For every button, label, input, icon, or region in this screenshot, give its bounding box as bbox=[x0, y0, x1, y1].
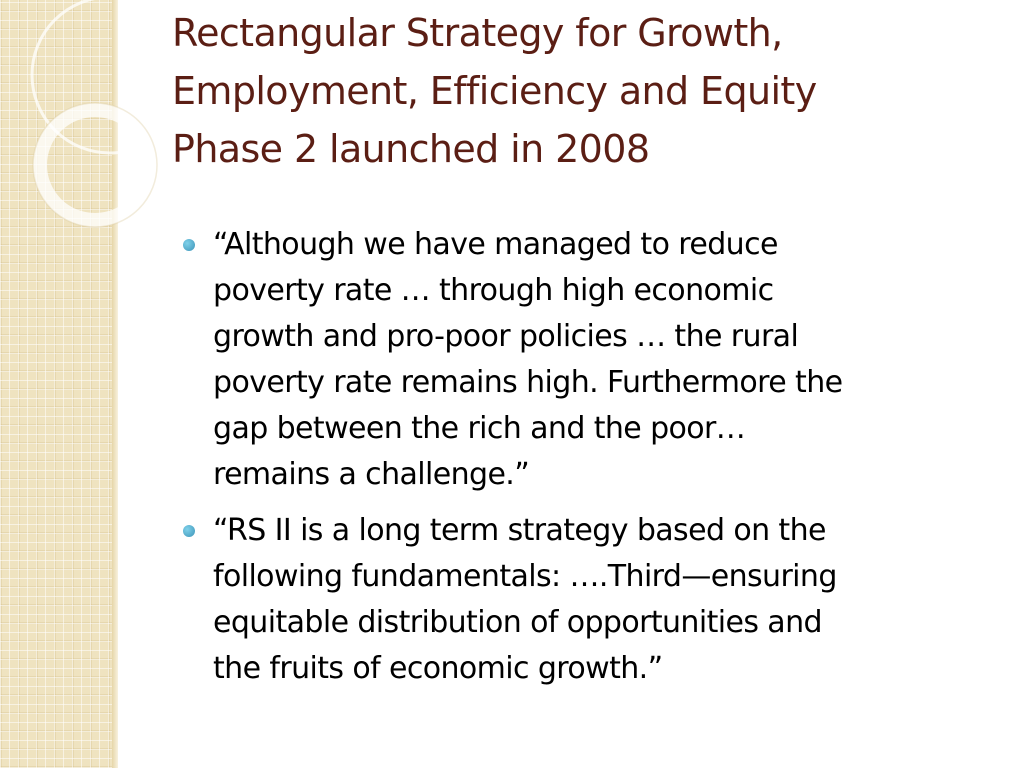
bullet-item bbox=[183, 222, 998, 498]
bullet-text bbox=[213, 222, 998, 498]
bullet-line: “Although we have managed to reduce bbox=[213, 227, 778, 262]
bullet-line: following fundamentals: ….Third—ensuring bbox=[213, 559, 837, 594]
title-line: Rectangular Strategy for Growth, bbox=[172, 11, 783, 55]
bullet-line: remains a challenge.” bbox=[213, 457, 530, 492]
bullet-line: the fruits of economic growth.” bbox=[213, 651, 663, 686]
bullet-line: “RS II is a long term strategy based on the bbox=[213, 513, 826, 548]
decorative-circle-small bbox=[40, 110, 150, 220]
decorative-circles bbox=[0, 0, 180, 260]
bullet-dot-icon bbox=[183, 239, 195, 251]
bullet-text bbox=[213, 508, 998, 692]
bullet-line: equitable distribution of opportunities and bbox=[213, 605, 822, 640]
slide-title bbox=[172, 4, 992, 178]
title-line: Phase 2 launched in 2008 bbox=[172, 127, 650, 171]
bullet-line: growth and pro-poor policies … the rural bbox=[213, 319, 799, 354]
decorative-circle-small-shade bbox=[33, 103, 157, 227]
bullet-item bbox=[183, 508, 998, 692]
title-line: Employment, Efficiency and Equity bbox=[172, 69, 817, 113]
bullet-line: poverty rate … through high economic bbox=[213, 273, 774, 308]
bullet-list bbox=[183, 222, 998, 702]
bullet-line: poverty rate remains high. Furthermore the bbox=[213, 365, 843, 400]
bullet-dot-icon bbox=[183, 525, 195, 537]
bullet-line: gap between the rich and the poor… bbox=[213, 411, 746, 446]
